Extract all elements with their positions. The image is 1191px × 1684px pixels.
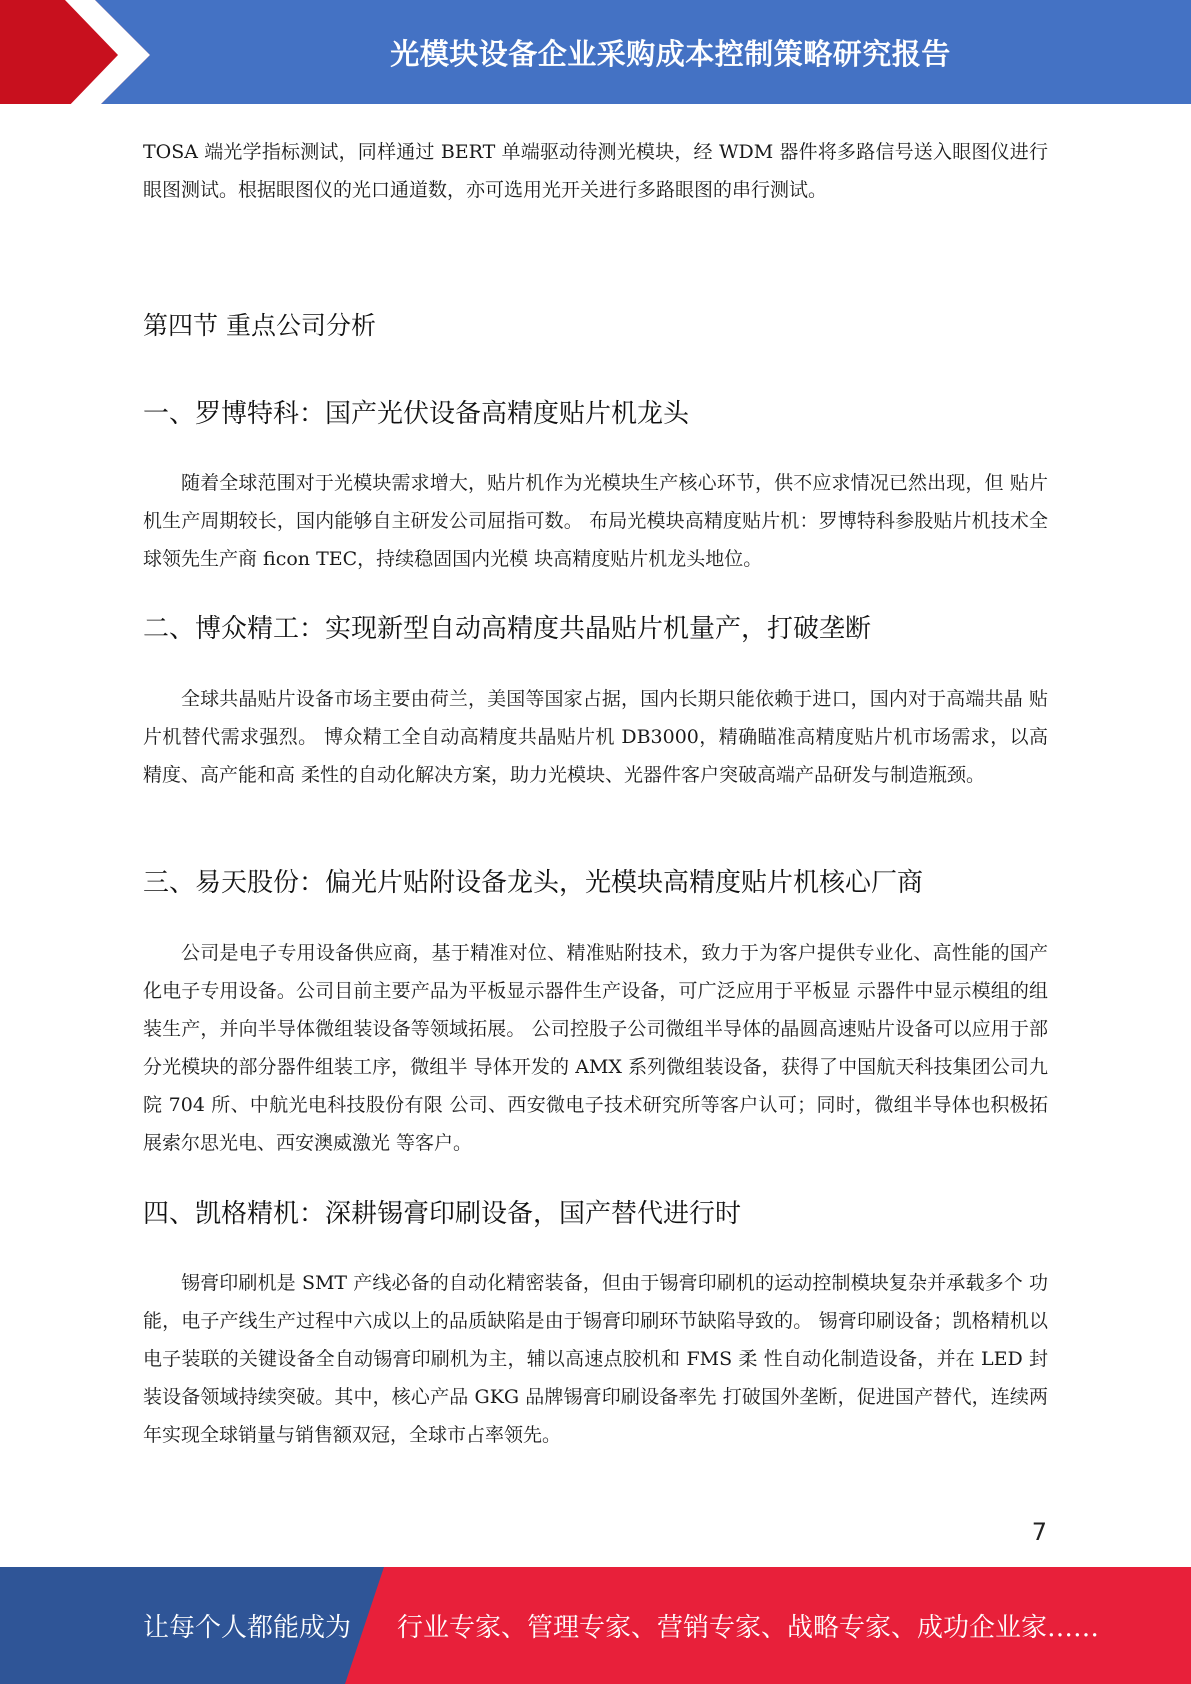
- section-title: 第四节 重点公司分析: [143, 311, 376, 340]
- footer-slogan-right: 行业专家、管理专家、营销专家、战略专家、成功企业家……: [397, 1613, 1100, 1643]
- company-heading-4: 四、凯格精机：深耕锡膏印刷设备，国产替代进行时: [143, 1199, 742, 1229]
- company-heading-2: 二、博众精工：实现新型自动高精度共晶贴片机量产，打破垄断: [143, 614, 872, 644]
- company-paragraph-3: 公司是电子专用设备供应商，基于精准对位、精准贴附技术，致力于为客户提供专业化、高性能的国产化电子专用设备。公司目前主要产品为平板显示器件生产设备，可广泛应用于平板显 示器件中显示模组的组装生产，并向半导体微组装设备等领域拓展。 公司控股子公司微组半导体的晶圆高速贴片设备可以应用于部分光模块的部分器件组装工序，微组半 导体开发的 AMX 系列微组装设备，获得了中国航天科技集团公司九院 704 所、中航光电科技股份有限 公司、西安微电子技术研究所等客户认可；同时，微组半导体也积极拓展索尔思光电、西安澳威激光 等客户。: [143, 942, 1048, 1154]
- intro-paragraph: TOSA 端光学指标测试，同样通过 BERT 单端驱动待测光模块，经 WDM 器件将多路信号送入眼图仪进行眼图测试。根据眼图仪的光口通道数，亦可选用光开关进行多路眼图的串行测试。: [143, 141, 1048, 201]
- report-title: 光模块设备企业采购成本控制策略研究报告: [390, 36, 951, 71]
- company-paragraph-2: 全球共晶贴片设备市场主要由荷兰，美国等国家占据，国内长期只能依赖于进口，国内对于高端共晶 贴片机替代需求强烈。 博众精工全自动高精度共晶贴片机 DB3000，精确瞄准高精度贴片机市场需求，以高精度、高产能和高 柔性的自动化解决方案，助力光模块、光器件客户突破高端产品研发与制造瓶颈。: [143, 688, 1048, 786]
- company-paragraph-4: 锡膏印刷机是 SMT 产线必备的自动化精密装备，但由于锡膏印刷机的运动控制模块复杂并承载多个 功能，电子产线生产过程中六成以上的品质缺陷是由于锡膏印刷环节缺陷导致的。 锡膏印刷设备；凯格精机以电子装联的关键设备全自动锡膏印刷机为主，辅以高速点胶机和 FMS 柔 性自动化制造设备，并在 LED 封装设备领域持续突破。其中，核心产品 GKG 品牌锡膏印刷设备率先 打破国外垄断，促进国产替代，连续两年实现全球销量与销售额双冠，全球市占率领先。: [143, 1272, 1048, 1446]
- company-block-2: [143, 680, 1048, 794]
- page-number: 7: [1031, 1518, 1047, 1546]
- company-block-4: [143, 1264, 1048, 1454]
- intro-block: [143, 133, 1048, 209]
- company-block-1: [143, 464, 1048, 578]
- company-heading-1: 一、罗博特科：国产光伏设备高精度贴片机龙头: [143, 399, 690, 429]
- footer-slogan-left: 让每个人都能成为: [143, 1613, 352, 1643]
- page-header: [0, 0, 1191, 110]
- company-block-3: [143, 934, 1048, 1162]
- company-heading-3: 三、易天股份：偏光片贴附设备龙头，光模块高精度贴片机核心厂商: [143, 868, 924, 898]
- page-footer: [0, 1567, 1191, 1684]
- company-paragraph-1: 随着全球范围对于光模块需求增大，贴片机作为光模块生产核心环节，供不应求情况已然出现，但 贴片机生产周期较长，国内能够自主研发公司屈指可数。 布局光模块高精度贴片机：罗博特科参股贴片机技术全球领先生产商 ficon TEC，持续稳固国内光模 块高精度贴片机龙头地位。: [143, 472, 1048, 570]
